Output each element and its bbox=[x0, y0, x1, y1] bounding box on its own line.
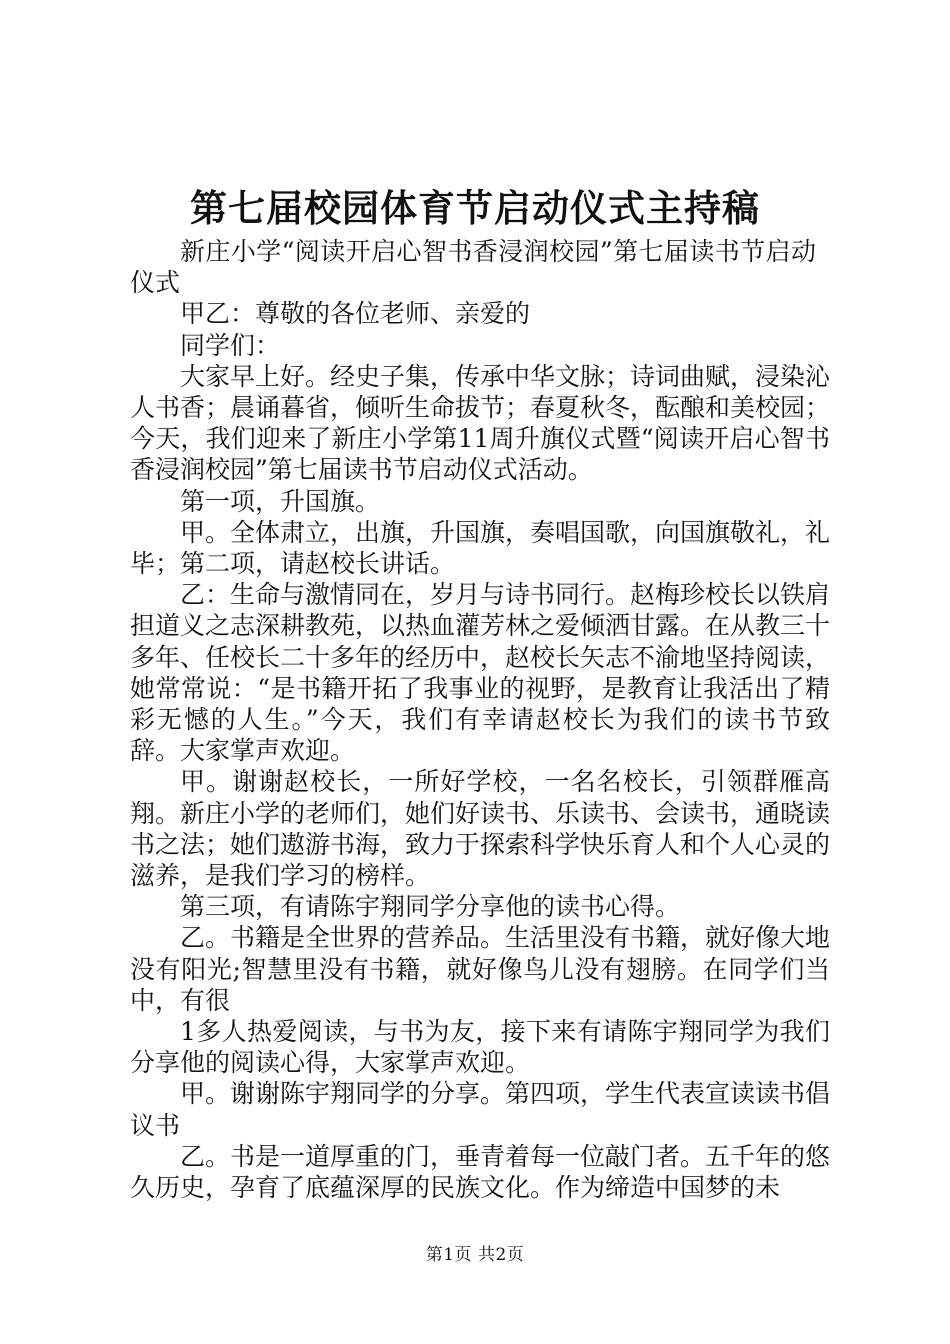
paragraph-book-door: 乙。书是一道厚重的门，垂青着每一位敲门者。五千年的悠久历史，孕育了底蕴深厚的民族文化。作为缔造中国梦的未 bbox=[130, 1141, 831, 1203]
paragraph-greeting-cont: 同学们： bbox=[180, 330, 281, 360]
document-title: 第七届校园体育节启动仪式主持稿 bbox=[190, 186, 760, 230]
paragraph-books-nutrition: 乙。书籍是全世界的营养品。生活里没有书籍，就好像大地没有阳光;智慧里没有书籍，就好像鸟儿没有翅膀。在同学们当中，有很 bbox=[130, 923, 831, 1015]
paragraph-thanks-principal: 甲。谢谢赵校长，一所好学校，一名名校长，引领群雁高翔。新庄小学的老师们，她们好读书、乐读书、会读书，通晓读书之法；她们遨游书海，致力于探索科学快乐育人和个人心灵的滋养，是我们学习的榜样。 bbox=[130, 767, 831, 891]
paragraph-opening: 大家早上好。经史子集，传承中华文脉；诗词曲赋，浸染沁人书香；晨诵暮省，倾听生命拔节；春夏秋冬，酝酿和美校园；今天，我们迎来了新庄小学第11周升旗仪式暨“阅读开启心智书香浸润校园”第七届读书节启动仪式活动。 bbox=[130, 361, 831, 485]
paragraph-principal-intro: 乙：生命与激情同在，岁月与诗书同行。赵梅珍校长以铁肩担道义之志深耕教苑，以热血灌芳林之爱倾洒甘露。在从教三十多年、任校长二十多年的经历中，赵校长矢志不渝地坚持阅读，她常常说：“是书籍开拓了我事业的视野，是教育让我活出了精彩无憾的人生。”今天，我们有幸请赵校长为我们的读书节致辞。大家掌声欢迎。 bbox=[130, 580, 831, 766]
paragraph-event-name: 新庄小学“阅读开启心智书香浸润校园”第七届读书节启动仪式 bbox=[130, 237, 816, 298]
paragraph-student-share: 1多人热爱阅读，与书为友，接下来有请陈宇翔同学为我们分享他的阅读心得，大家掌声欢迎。 bbox=[130, 1017, 830, 1078]
document-body bbox=[130, 236, 830, 1203]
page-number-footer: 第1页 共2页 bbox=[425, 1245, 525, 1265]
paragraph-item-one: 第一项，升国旗。 bbox=[180, 486, 381, 516]
paragraph-flag-raising: 甲。全体肃立，出旗，升国旗，奏唱国歌，向国旗敬礼，礼毕；第二项，请赵校长讲话。 bbox=[130, 517, 831, 579]
paragraph-item-four: 甲。谢谢陈宇翔同学的分享。第四项，学生代表宣读读书倡议书 bbox=[130, 1079, 831, 1140]
paragraph-greeting: 甲乙：尊敬的各位老师、亲爱的 bbox=[180, 299, 531, 329]
paragraph-item-three: 第三项，有请陈宇翔同学分享他的读书心得。 bbox=[180, 892, 681, 922]
